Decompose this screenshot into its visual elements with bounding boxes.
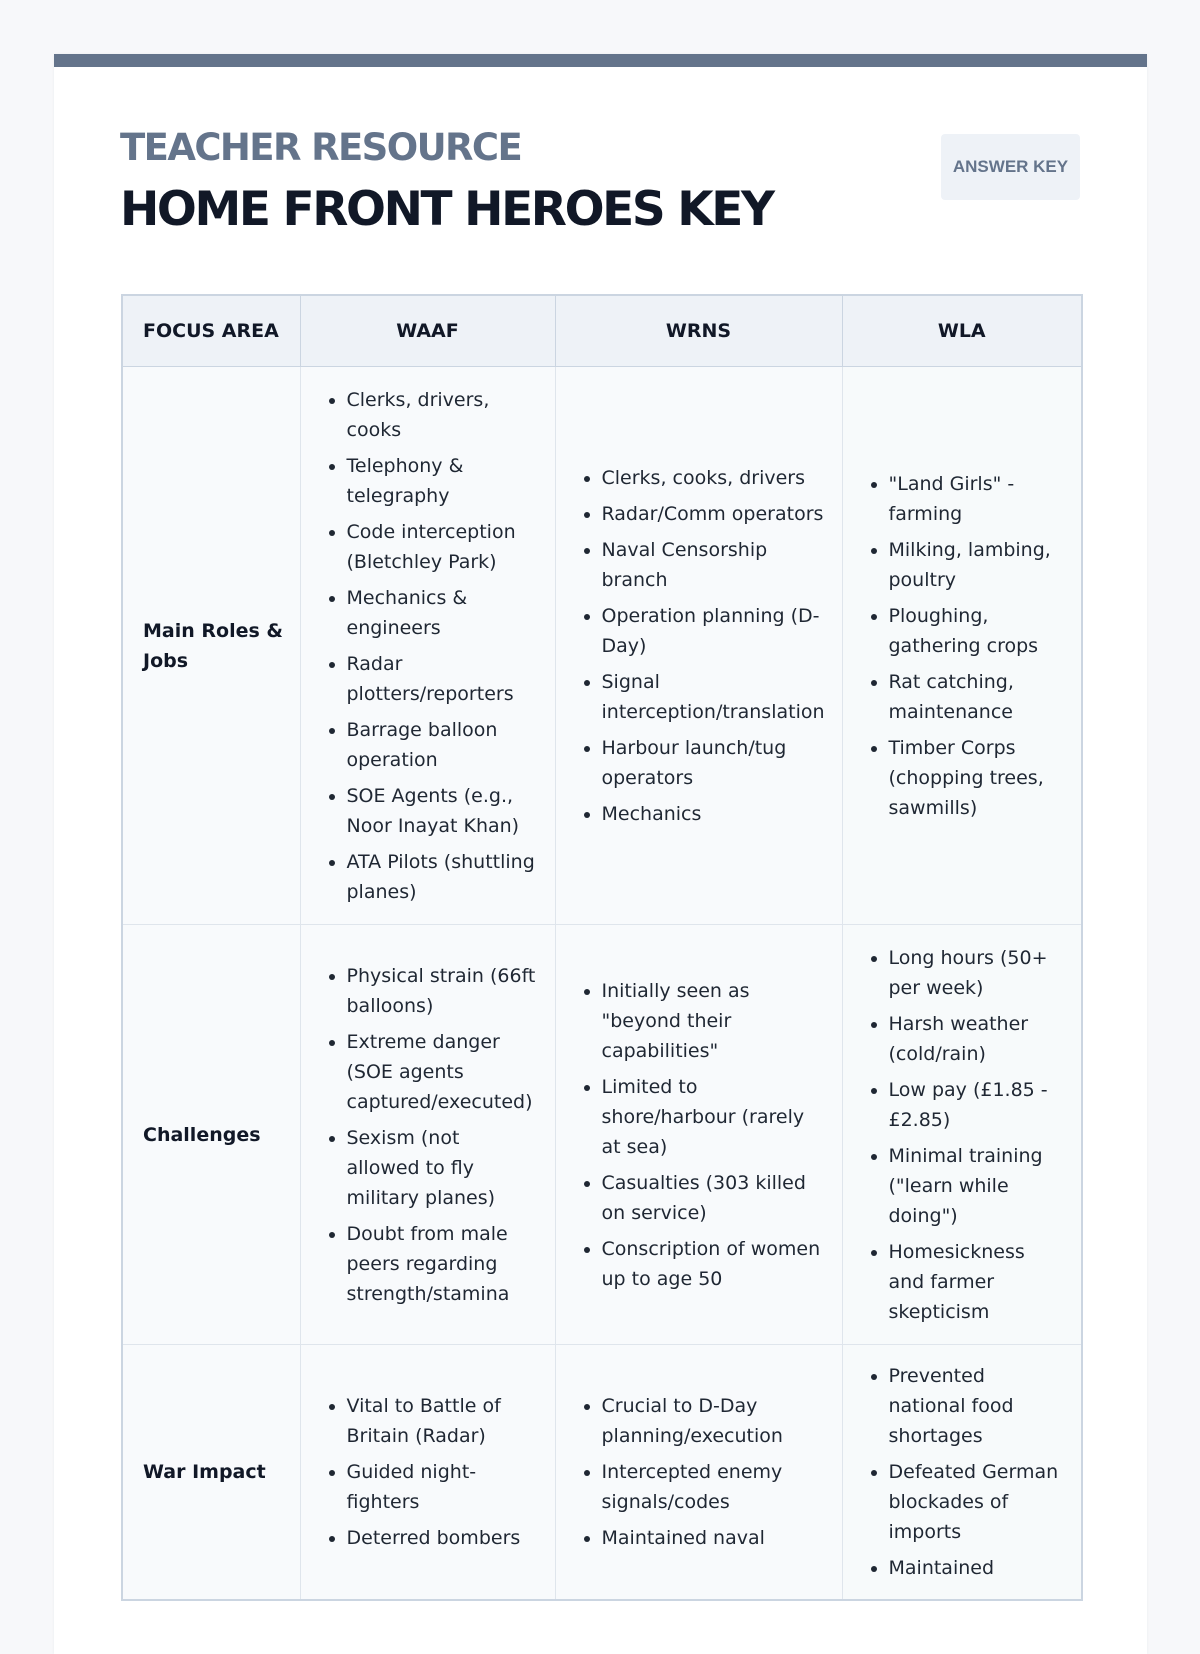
list-item: • Clerks, drivers, cooks (347, 385, 539, 445)
bullet-list (572, 1391, 826, 1553)
list-item: • Initially seen as "beyond their capabilities" (602, 976, 826, 1066)
list-item: • Casualties (303 killed on service) (602, 1168, 826, 1228)
bullet-list (317, 385, 539, 907)
table-row (122, 1345, 1082, 1601)
header-focus-area: FOCUS AREA (122, 295, 300, 367)
list-item: • Homesickness and farmer skepticism (889, 1237, 1066, 1327)
list-item: • Mechanics & engineers (347, 583, 539, 643)
list-item: • SOE Agents (e.g., Noor Inayat Khan) (347, 781, 539, 841)
cell-wrns (555, 367, 842, 925)
list-item: • Deterred bombers (347, 1523, 539, 1553)
list-item: • Signal interception/translation (602, 667, 826, 727)
bullet-list (572, 463, 826, 829)
table-row (122, 367, 1082, 925)
bullet-list (859, 943, 1066, 1327)
row-label: Main Roles & Jobs (122, 367, 300, 925)
resource-eyebrow: TEACHER RESOURCE (120, 126, 522, 169)
list-item: • Guided night-fighters (347, 1457, 539, 1517)
comparison-table (121, 294, 1083, 1601)
cell-wla (842, 925, 1082, 1345)
list-item: • Telephony & telegraphy (347, 451, 539, 511)
list-item: • Code interception (Bletchley Park) (347, 517, 539, 577)
list-item: • Maintained naval (602, 1523, 826, 1553)
list-item: • Maintained (889, 1553, 1066, 1583)
list-item: • Minimal training ("learn while doing") (889, 1141, 1066, 1231)
list-item: • Harbour launch/tug operators (602, 733, 826, 793)
accent-bar (54, 54, 1147, 67)
list-item: • Long hours (50+ per week) (889, 943, 1066, 1003)
list-item: • Operation planning (D-Day) (602, 601, 826, 661)
list-item: • Physical strain (66ft balloons) (347, 961, 539, 1021)
list-item: • Naval Censorship branch (602, 535, 826, 595)
list-item: • "Land Girls" - farming (889, 469, 1066, 529)
worksheet-page (54, 54, 1147, 1654)
header-wrns: WRNS (555, 295, 842, 367)
row-label: War Impact (122, 1345, 300, 1601)
list-item: • Barrage balloon operation (347, 715, 539, 775)
cell-wla (842, 367, 1082, 925)
list-item: • Radar/Comm operators (602, 499, 826, 529)
table-header-row (122, 295, 1082, 367)
table-row (122, 925, 1082, 1345)
list-item: • Vital to Battle of Britain (Radar) (347, 1391, 539, 1451)
header-wla: WLA (842, 295, 1082, 367)
bullet-list (572, 976, 826, 1294)
list-item: • Ploughing, gathering crops (889, 601, 1066, 661)
bullet-list (317, 961, 539, 1309)
page-title: HOME FRONT HEROES KEY (120, 182, 773, 237)
header-waaf: WAAF (300, 295, 555, 367)
list-item: • Sexism (not allowed to fly military planes) (347, 1123, 539, 1213)
bullet-list (859, 469, 1066, 823)
bullet-list (317, 1391, 539, 1553)
list-item: • Intercepted enemy signals/codes (602, 1457, 826, 1517)
list-item: • Radar plotters/reporters (347, 649, 539, 709)
list-item: • Rat catching, maintenance (889, 667, 1066, 727)
list-item: • Conscription of women up to age 50 (602, 1234, 826, 1294)
list-item: • Extreme danger (SOE agents captured/executed) (347, 1027, 539, 1117)
list-item: • Limited to shore/harbour (rarely at sea) (602, 1072, 826, 1162)
list-item: • Doubt from male peers regarding strength/stamina (347, 1219, 539, 1309)
list-item: • Clerks, cooks, drivers (602, 463, 826, 493)
cell-waaf (300, 367, 555, 925)
cell-waaf (300, 925, 555, 1345)
list-item: • Milking, lambing, poultry (889, 535, 1066, 595)
list-item: • ATA Pilots (shuttling planes) (347, 847, 539, 907)
list-item: • Prevented national food shortages (889, 1361, 1066, 1451)
list-item: • Harsh weather (cold/rain) (889, 1009, 1066, 1069)
bullet-list (859, 1361, 1066, 1583)
list-item: • Defeated German blockades of imports (889, 1457, 1066, 1547)
list-item: • Crucial to D-Day planning/execution (602, 1391, 826, 1451)
answer-key-badge: ANSWER KEY (941, 134, 1080, 200)
row-label: Challenges (122, 925, 300, 1345)
cell-waaf (300, 1345, 555, 1601)
list-item: • Timber Corps (chopping trees, sawmills) (889, 733, 1066, 823)
list-item: • Mechanics (602, 799, 826, 829)
cell-wrns (555, 925, 842, 1345)
list-item: • Low pay (£1.85 - £2.85) (889, 1075, 1066, 1135)
cell-wla (842, 1345, 1082, 1601)
cell-wrns (555, 1345, 842, 1601)
